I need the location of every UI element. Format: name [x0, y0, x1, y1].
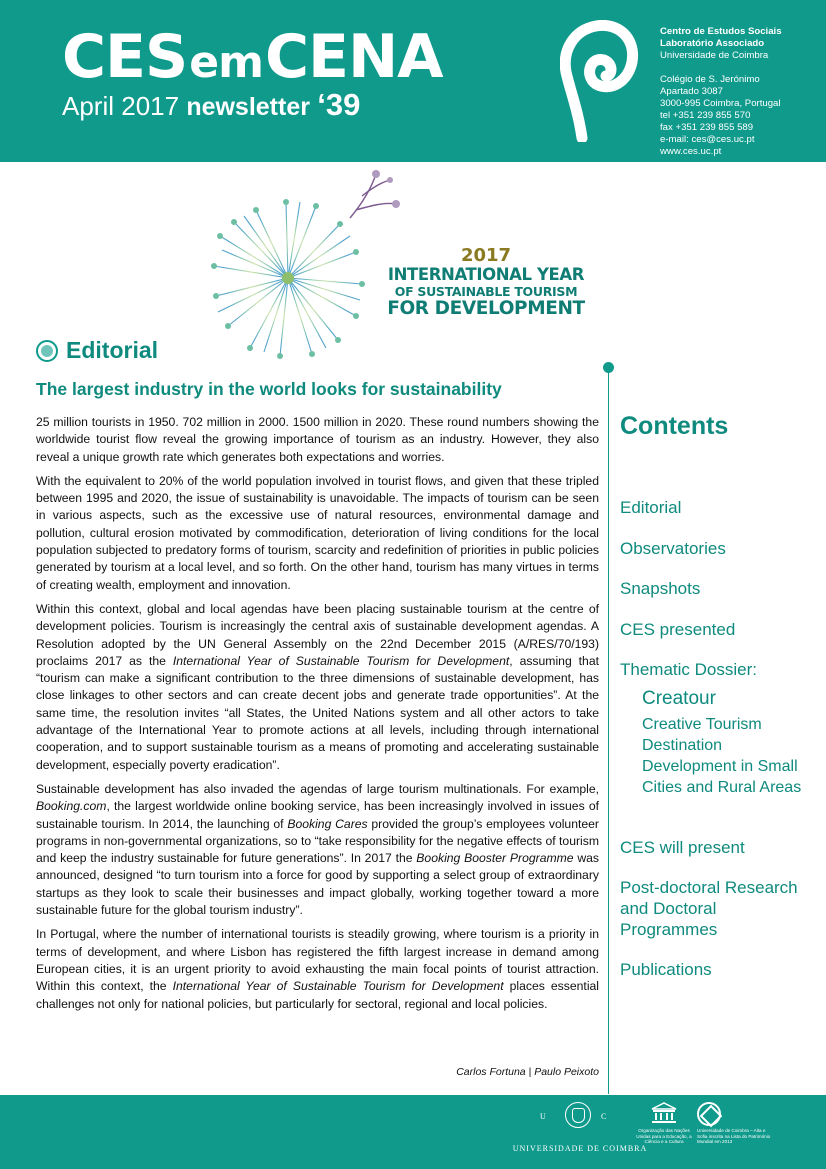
- tel: tel +351 239 855 570: [660, 110, 751, 121]
- org-info: [660, 26, 820, 158]
- toc-ces-will-present[interactable]: CES will present: [620, 838, 745, 857]
- vertical-divider: [608, 368, 609, 1094]
- contents-title: Contents: [620, 412, 729, 440]
- ces-logo-icon: [560, 20, 640, 142]
- address-line-1: Colégio de S. Jerónimo: [660, 74, 760, 85]
- uc-left-letter: U: [540, 1112, 546, 1121]
- toc-observatories[interactable]: Observatories: [620, 539, 726, 558]
- address-line-3: 3000-995 Coimbra, Portugal: [660, 98, 781, 109]
- toc-editorial[interactable]: Editorial: [620, 498, 682, 517]
- title-ces: CES: [62, 22, 188, 92]
- unesco-temple-icon: [650, 1102, 678, 1124]
- org-name: Centro de Estudos Sociais: [660, 26, 782, 37]
- hero-title: [386, 247, 586, 319]
- toc-ces-presented[interactable]: CES presented: [620, 620, 736, 639]
- world-heritage-caption: Universidade de Coimbra – Alta e Sofia inscrita na Lista do Património Mundial em 2013: [697, 1128, 771, 1145]
- paragraph: 25 million tourists in 1950. 702 million in 2000. 1500 million in 2020. These round numbers showing the worldwide tourist flow reveal the growing importance of tourism as an industry. However, they also reveal a unique growth rate which generates both expectations and worries.: [36, 415, 599, 464]
- org-university: Universidade de Coimbra: [660, 50, 769, 61]
- toc-creatour-subtitle[interactable]: Creative Tourism Destination Development in Small Cities and Rural Areas: [642, 716, 802, 796]
- toc-publications[interactable]: Publications: [620, 960, 712, 979]
- toc-creatour[interactable]: Creatour: [642, 688, 716, 709]
- uc-right-letter: C: [601, 1112, 607, 1121]
- title-cena: CENA: [264, 22, 443, 92]
- article-title: The largest industry in the world looks for sustainability: [36, 379, 502, 399]
- issue-number: ‘39: [317, 87, 361, 122]
- hero-line-1: INTERNATIONAL YEAR: [387, 265, 585, 284]
- address-line-2: Apartado 3087: [660, 86, 723, 97]
- toc-thematic-dossier[interactable]: Thematic Dossier:: [620, 660, 757, 679]
- newsletter-label: newsletter: [186, 93, 310, 121]
- hero-line-2: OF SUSTAINABLE TOURISM: [394, 283, 578, 299]
- paragraph: Within this context, global and local agendas have been placing sustainable tourism at the centre of development policies. Tourism is increasingly the central axis of sustainable development agendas. A Resolution adopted by the UN General Assembly on the 22nd December 2015 (A/RES/70/193) proclaims 2017 as the International Year of Sustainable Tourism for Development, assuming that “tourism can make a significant contribution to the three dimensions of sustainable development, has close linkages to other sectors and can create decent jobs and generate trade opportunities”. At the same time, the resolution invites “all States, the United Nations system and all other actors to take advantage of the International Year to promote actions at all levels, including through international cooperation, and to support sustainable tourism as a means of promoting and accelerating sustainable development, especially poverty eradication”.: [36, 601, 599, 772]
- unesco-caption: Organização das Nações Unidas para a Educação, a Ciência e a Cultura: [636, 1128, 692, 1145]
- website: www.ces.uc.pt: [660, 146, 722, 157]
- fax: fax +351 239 855 589: [660, 122, 754, 133]
- paragraph: With the equivalent to 20% of the world population involved in tourist flows, and given that these tripled between 1995 and 2020, the issue of sustainability is unavoidable. The impacts of tourism can be seen in various aspects, such as the excessive use of natural resources, environmental damage and pollution, cultural erosion motivated by commodification, deterioration of living conditions for the local population subjected to predatory forms of tourism, scarcity and redefinition of priorities in public policies generated by tourism at a local level, and so forth. On the other hand, tourism has many virtues in terms of creating wealth, employment and innovation.: [36, 473, 599, 592]
- article-body: [36, 414, 599, 1020]
- issue-line: [62, 88, 360, 124]
- hero-line-3: FOR DEVELOPMENT: [387, 298, 585, 319]
- newsletter-title: [62, 22, 443, 98]
- toc-snapshots[interactable]: Snapshots: [620, 579, 701, 598]
- hero-year: 2017: [460, 245, 512, 266]
- world-heritage-icon: [697, 1102, 721, 1126]
- paragraph: In Portugal, where the number of international tourists is steadily growing, where tourism is a priority in terms of development, and where Lisbon has registered the fifth largest increase in demand among European cities, it is an urgent priority to avoid exhausting the main focal points of tourist attraction. Within this context, the International Year of Sustainable Tourism for Development places essential challenges not only for national policies, but particularly for sectoral, regional and local policies.: [36, 927, 600, 1011]
- section-title: Editorial: [66, 337, 159, 363]
- org-lab: Laboratório Associado: [660, 38, 765, 49]
- toc-postdoctoral[interactable]: Post-doctoral Research and Doctoral Programmes: [620, 878, 798, 939]
- paragraph: Sustainable development has also invaded the agendas of large tourism multinationals. For example, Booking.com, the largest worldwide online booking service, has been increasingly involved in issues of sustainable tourism. In 2014, the launching of Booking Cares provided the group’s employees volunteer programs in non-governmental organizations, so to “take responsibility for the negative effects of tourism and keep the industry sustainable for future generations”. In 2017 the Booking Booster Programme was announced, designed “to turn tourism into a force for good by supporting a select group of extraordinary startups as they look to scale their businesses and impact globally, working together toward a more sustainable future for the global tourism industry”.: [36, 781, 600, 918]
- email: e-mail: ces@ces.uc.pt: [660, 134, 755, 145]
- bullet-circle-icon: [36, 340, 58, 362]
- author-signature: Carlos Fortuna | Paulo Peixoto: [456, 1066, 599, 1078]
- title-em: em: [189, 37, 263, 88]
- university-seal-icon: [565, 1102, 591, 1128]
- university-name: UNIVERSIDADE DE COIMBRA: [512, 1144, 648, 1153]
- issue-date: April 2017: [62, 91, 180, 121]
